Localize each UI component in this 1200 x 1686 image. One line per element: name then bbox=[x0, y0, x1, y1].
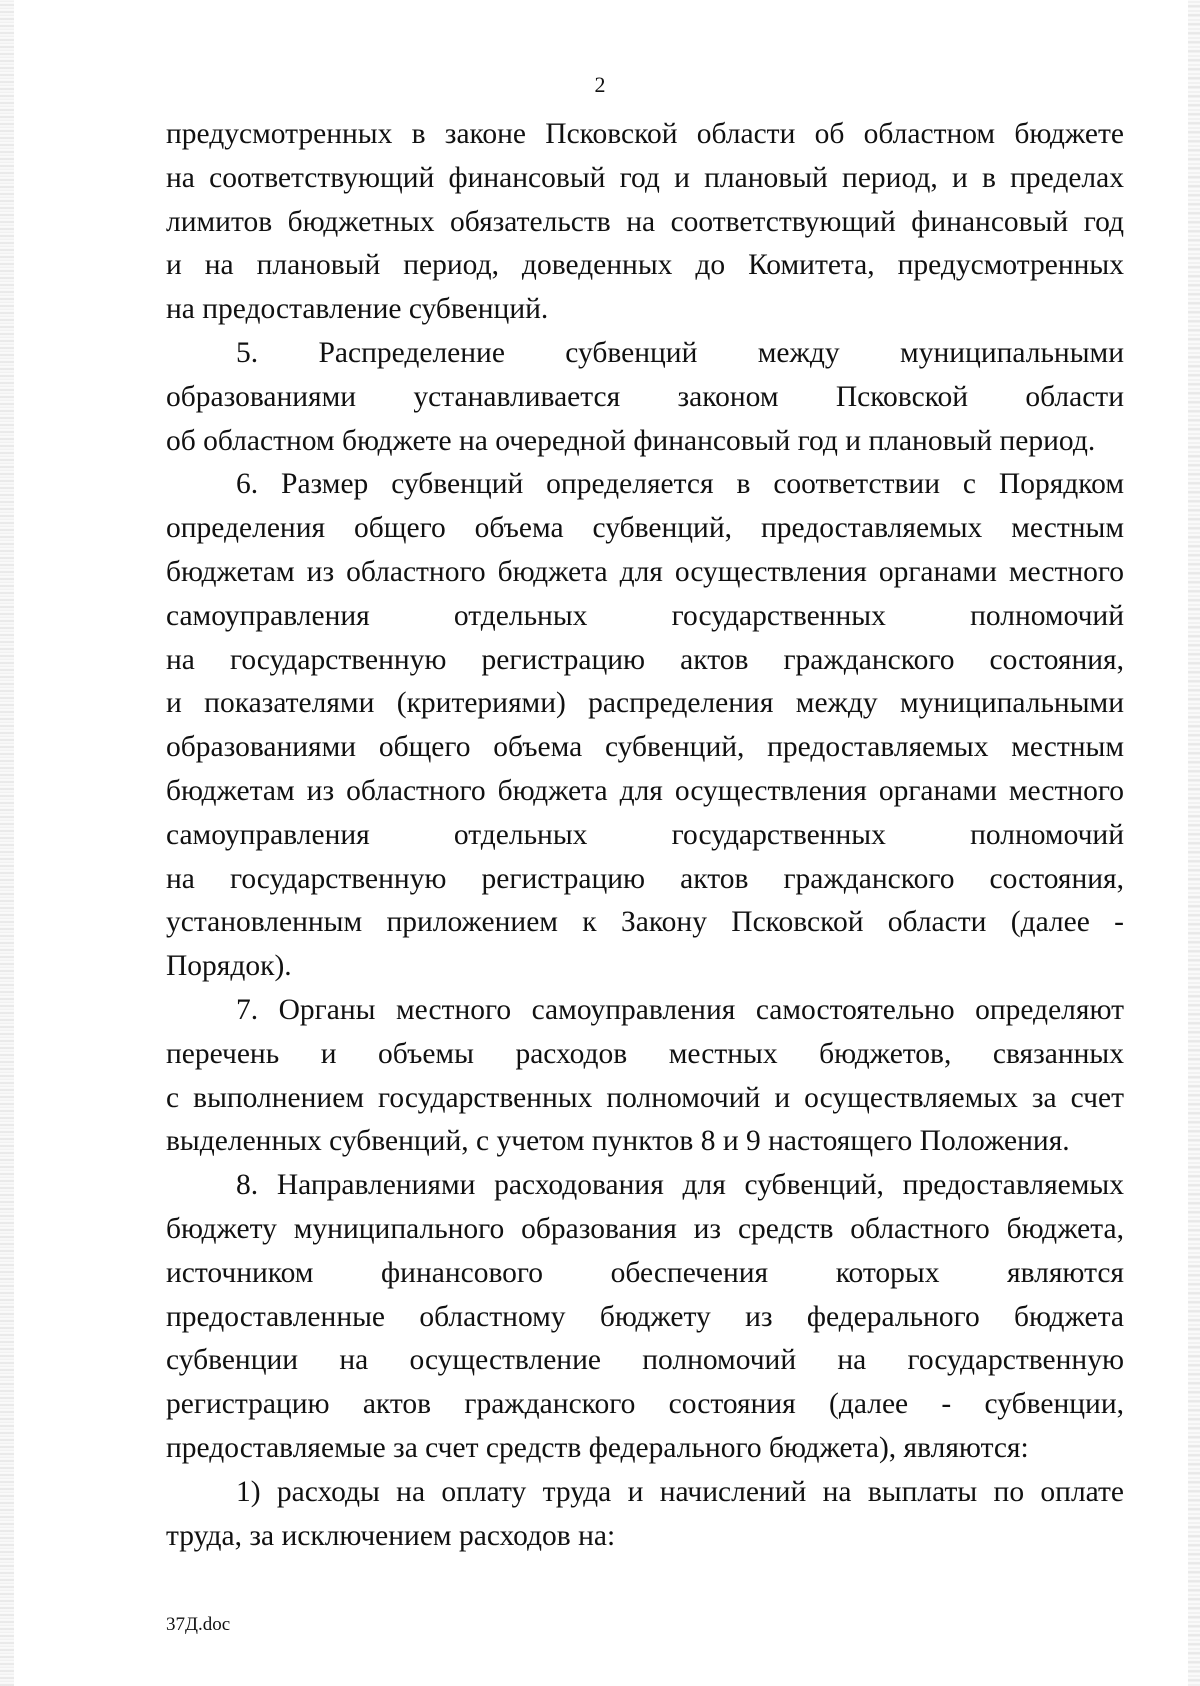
text-line: источником финансового обеспечения которых являются bbox=[166, 1256, 1124, 1289]
text-line: Порядок). bbox=[166, 950, 292, 983]
paragraph-item-6 bbox=[166, 463, 1124, 989]
document-body bbox=[166, 113, 1124, 1558]
text-line: 7. Органы местного самоуправления самостоятельно определяют bbox=[236, 993, 1124, 1026]
text-line: предоставляемые за счет средств федерального бюджета), являются: bbox=[166, 1431, 1029, 1464]
text-line: установленным приложением к Закону Псковской области (далее - bbox=[166, 906, 1124, 939]
text-line: 1) расходы на оплату труда и начислений на выплаты по оплате bbox=[236, 1475, 1124, 1508]
paragraph-item-8 bbox=[166, 1164, 1124, 1471]
text-line: 6. Размер субвенций определяется в соответствии с Порядком bbox=[236, 468, 1124, 501]
text-line: образованиями устанавливается законом Псковской области bbox=[166, 380, 1124, 413]
scan-edge-left bbox=[0, 0, 14, 1686]
text-line: самоуправления отдельных государственных полномочий bbox=[166, 599, 1124, 632]
text-line: и на плановый период, доведенных до Комитета, предусмотренных bbox=[166, 249, 1124, 282]
text-line: регистрацию актов гражданского состояния (далее - субвенции, bbox=[166, 1388, 1124, 1421]
paragraph-item-8-1 bbox=[166, 1471, 1124, 1559]
text-line: субвенции на осуществление полномочий на государственную bbox=[166, 1344, 1124, 1377]
text-line: и показателями (критериями) распределения между муниципальными bbox=[166, 687, 1124, 720]
text-line: бюджетам из областного бюджета для осуществления органами местного bbox=[166, 555, 1124, 588]
text-line: на соответствующий финансовый год и плановый период, и в пределах bbox=[166, 161, 1124, 194]
paragraph-continuation bbox=[166, 113, 1124, 332]
text-line: бюджету муниципального образования из средств областного бюджета, bbox=[166, 1212, 1124, 1245]
text-line: 5. Распределение субвенций между муниципальными bbox=[236, 336, 1124, 369]
scan-edge-right bbox=[1188, 0, 1200, 1686]
text-line: с выполнением государственных полномочий и осуществляемых за счет bbox=[166, 1081, 1124, 1114]
text-line: 8. Направлениями расходования для субвенций, предоставляемых bbox=[236, 1169, 1124, 1202]
text-line: бюджетам из областного бюджета для осуществления органами местного bbox=[166, 774, 1124, 807]
text-line: определения общего объема субвенций, предоставляемых местным bbox=[166, 512, 1124, 545]
text-line: перечень и объемы расходов местных бюджетов, связанных bbox=[166, 1037, 1124, 1070]
text-line: на государственную регистрацию актов гражданского состояния, bbox=[166, 862, 1124, 895]
text-line: самоуправления отдельных государственных полномочий bbox=[166, 818, 1124, 851]
text-line: выделенных субвенций, с учетом пунктов 8 и 9 настоящего Положения. bbox=[166, 1125, 1070, 1158]
text-line: образованиями общего объема субвенций, предоставляемых местным bbox=[166, 731, 1124, 764]
text-line: труда, за исключением расходов на: bbox=[166, 1519, 616, 1552]
footer-filename: 37Д.doc bbox=[166, 1614, 231, 1635]
text-line: лимитов бюджетных обязательств на соответствующий финансовый год bbox=[166, 205, 1124, 238]
paragraph-item-5 bbox=[166, 332, 1124, 463]
text-line: предоставленные областному бюджету из федерального бюджета bbox=[166, 1300, 1124, 1333]
page-number: 2 bbox=[594, 72, 606, 97]
paragraph-item-7 bbox=[166, 989, 1124, 1164]
text-line: на предоставление субвенций. bbox=[166, 293, 549, 326]
text-line: предусмотренных в законе Псковской области об областном бюджете bbox=[166, 118, 1124, 150]
text-line: об областном бюджете на очередной финансовый год и плановый период. bbox=[166, 424, 1096, 457]
text-line: на государственную регистрацию актов гражданского состояния, bbox=[166, 643, 1124, 676]
